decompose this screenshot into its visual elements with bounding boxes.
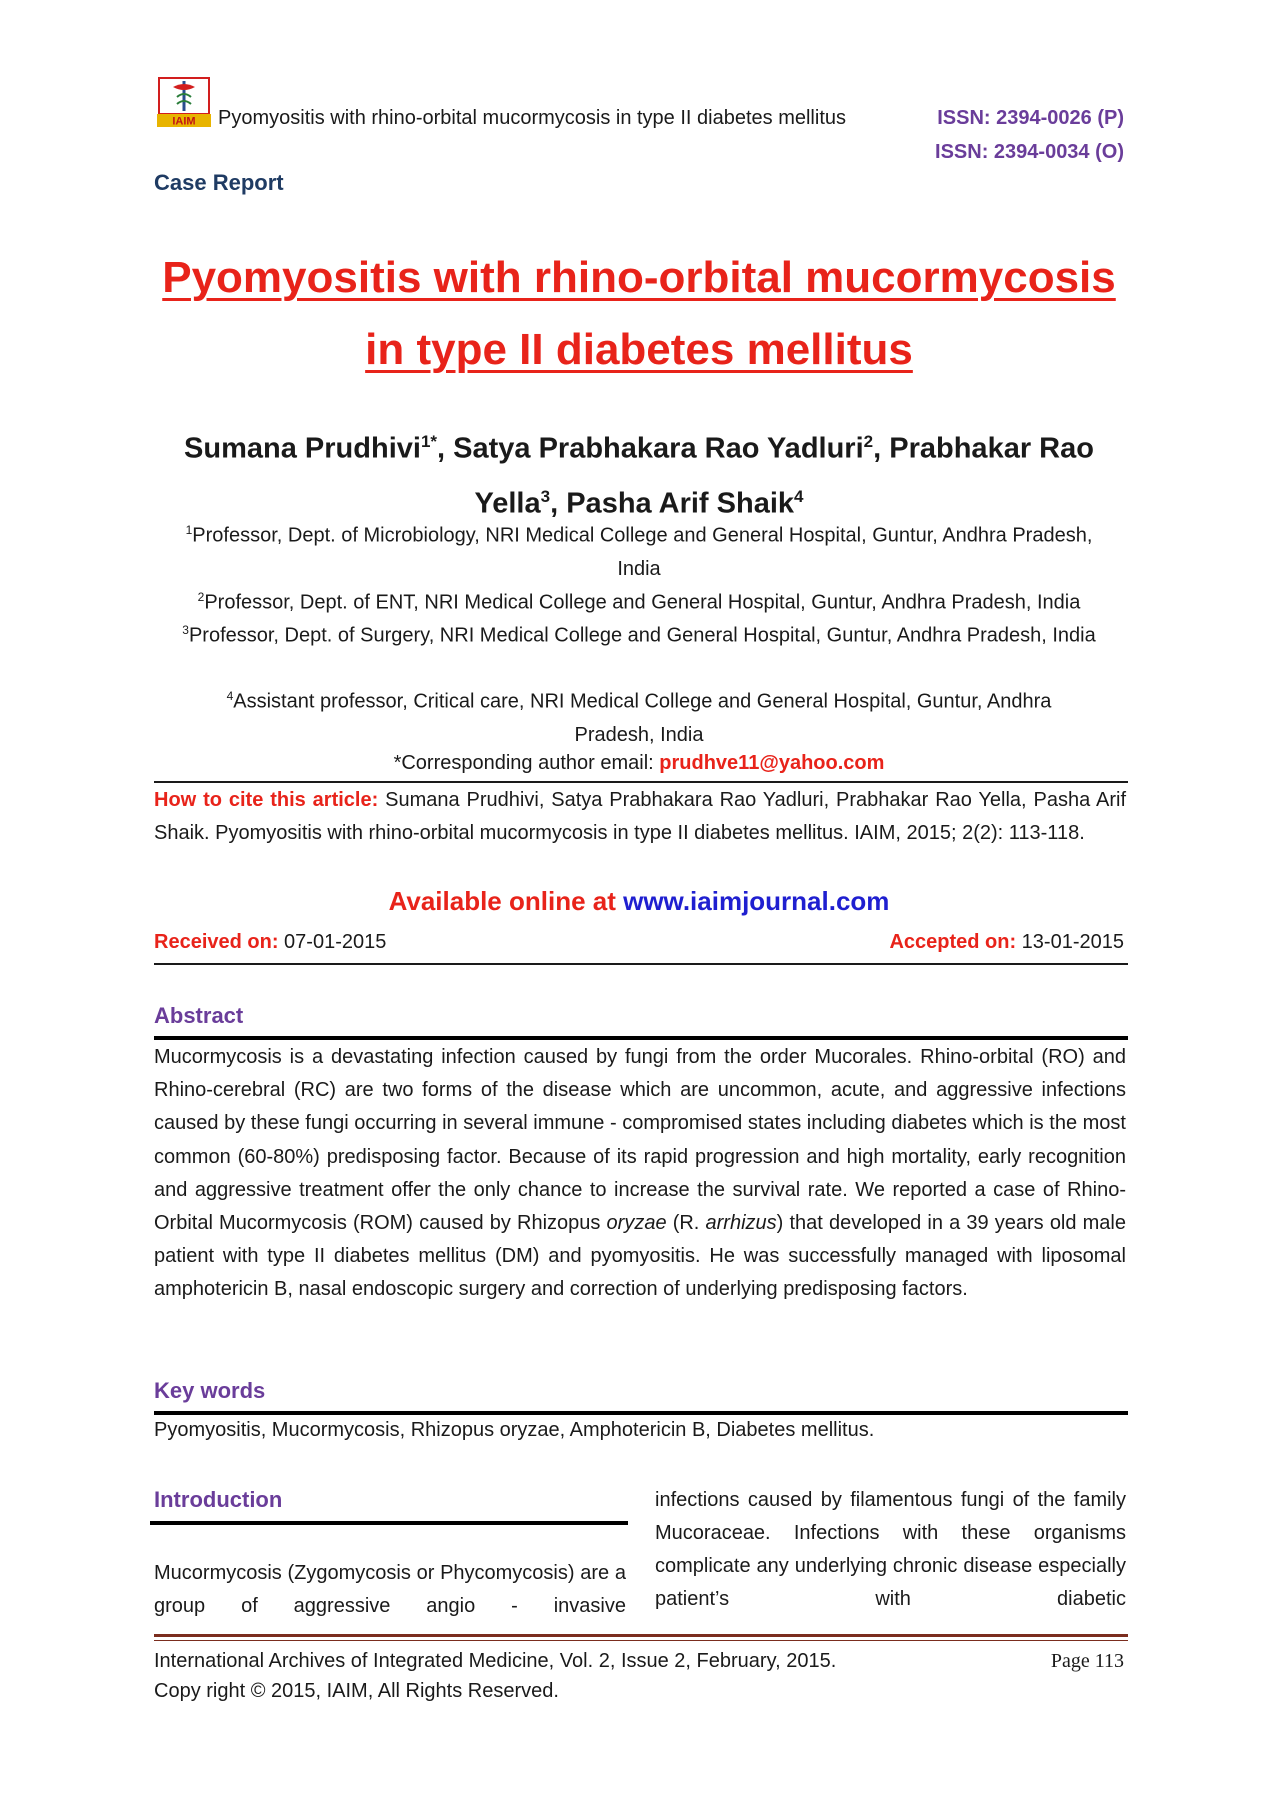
affiliation-1 xyxy=(154,514,1124,586)
title-line-2: in type II diabetes mellitus xyxy=(365,325,913,374)
footer-journal: International Archives of Integrated Medicine, Vol. 2, Issue 2, February, 2015. xyxy=(154,1650,837,1672)
affiliation-4 xyxy=(154,680,1124,752)
abstract-text xyxy=(154,1041,1126,1307)
divider xyxy=(154,963,1128,965)
author-sup: 3 xyxy=(540,486,551,506)
affiliation-sup: 3 xyxy=(182,623,189,637)
author-name: Sumana Prudhivi xyxy=(184,432,421,465)
introduction-left-column: Mucormycosis (Zygomycosis or Phycomycosis) are a group of aggressive angio - invasive xyxy=(154,1562,626,1617)
corresponding-label: *Corresponding author email: xyxy=(393,752,660,774)
accepted-value: 13-01-2015 xyxy=(1016,931,1124,953)
article-title xyxy=(154,242,1124,386)
journal-url-link[interactable]: www.iaimjournal.com xyxy=(623,886,890,916)
introduction-heading: Introduction xyxy=(154,1487,283,1512)
divider xyxy=(154,1036,1128,1040)
divider xyxy=(154,781,1128,783)
abstract-part: Mucormycosis is a devastating infection caused by fungi from the order Mucorales. Rhino-orbital (RO) and Rhino-cerebral (RC) are two forms of the disease which are uncommon, acute, and aggressive infections caused by these fungi occurring in several immune - compromised states including diabetes which is the most common (60-80%) predisposing factor. Because of its rapid progression and high mortality, early recognition and aggressive treatment offer the only chance to increase the survival rate. We reported a case of Rhino-Orbital Mucormycosis (ROM) caused by Rhizopus xyxy=(154,1046,1126,1235)
received-date xyxy=(154,931,386,954)
affiliation-text: Professor, Dept. of Microbiology, NRI Medical College and General Hospital, Guntur, Andhra Pradesh, India xyxy=(192,524,1093,580)
author-sup: 2 xyxy=(863,432,874,451)
author-sep: , xyxy=(873,432,890,465)
corresponding-email[interactable]: prudhve11@yahoo.com xyxy=(659,752,885,774)
affiliation-sup: 4 xyxy=(226,689,234,703)
affiliation-sup: 1 xyxy=(185,523,193,537)
issn-print: ISSN: 2394-0026 (P) xyxy=(937,107,1124,129)
footer-rule xyxy=(154,1640,1128,1641)
author-name: Pasha Arif Shaik xyxy=(566,487,795,520)
author-sep: , xyxy=(550,487,567,520)
abstract-italic: arrhizus xyxy=(705,1212,777,1235)
received-label: Received on: xyxy=(154,931,279,953)
footer-rule xyxy=(154,1634,1128,1637)
issn-online: ISSN: 2394-0034 (O) xyxy=(935,141,1124,163)
affiliation-sup: 2 xyxy=(197,590,205,604)
corresponding-author xyxy=(154,747,1124,780)
received-value: 07-01-2015 xyxy=(278,931,387,953)
article-type: Case Report xyxy=(154,170,284,195)
author-name: Satya Prabhakara Rao Yadluri xyxy=(453,432,864,465)
keywords-text: Pyomyositis, Mucormycosis, Rhizopus oryzae, Amphotericin B, Diabetes mellitus. xyxy=(154,1419,875,1441)
available-online xyxy=(154,886,1124,917)
keywords-heading: Key words xyxy=(154,1378,266,1403)
affiliation-text: Professor, Dept. of ENT, NRI Medical College and General Hospital, Guntur, Andhra Pradesh, India xyxy=(204,591,1081,614)
citation-label: How to cite this article: xyxy=(154,789,379,811)
introduction-right-column: infections caused by filamentous fungi of the family Mucoraceae. Infections with these organisms complicate any underlying chronic disease especially patient’s with diabetic xyxy=(655,1489,1126,1610)
accepted-label: Accepted on: xyxy=(889,931,1017,953)
affiliation-text: Professor, Dept. of Surgery, NRI Medical College and General Hospital, Guntur, Andhra Pradesh, India xyxy=(188,624,1096,647)
citation-text: Sumana Prudhivi, Satya Prabhakara Rao Yadluri, Prabhakar Rao Yella, Pasha Arif Shaik. Pyomyositis with rhino-orbital mucormycosis in type II diabetes mellitus. IAIM, 2015; 2(2): 113-118. xyxy=(154,789,1126,844)
abstract-italic: oryzae xyxy=(606,1212,667,1235)
logo-text: IAIM xyxy=(172,115,196,127)
title-line-1: Pyomyositis with rhino-orbital mucormycosis xyxy=(162,253,1116,302)
author-list xyxy=(154,418,1124,527)
author-sup: 4 xyxy=(794,486,804,506)
abstract-part: ) that developed in a 39 years old male patient with type II diabetes mellitus (DM) and pyomyositis. He was successfully managed with liposomal amphotericin B, nasal endoscopic surgery and correction of underlying predisposing factors. xyxy=(154,1212,1126,1301)
citation xyxy=(154,784,1126,850)
running-title: Pyomyositis with rhino-orbital mucormycosis in type II diabetes mellitus xyxy=(218,107,846,129)
author-sup: 1* xyxy=(420,432,438,451)
available-label: Available online at xyxy=(388,886,624,916)
abstract-heading: Abstract xyxy=(154,1003,244,1028)
divider xyxy=(154,1411,1128,1415)
page-number: Page 113 xyxy=(1050,1650,1124,1672)
divider xyxy=(150,1521,628,1525)
accepted-date xyxy=(889,931,1124,954)
author-sep: , xyxy=(437,432,454,465)
author-name: Prabhakar Rao Yella xyxy=(474,432,1094,520)
footer-copyright: Copy right © 2015, IAIM, All Rights Reserved. xyxy=(154,1680,559,1702)
journal-logo xyxy=(157,77,211,127)
affiliation-text: Assistant professor, Critical care, NRI Medical College and General Hospital, Guntur, Andhra Pradesh, India xyxy=(233,690,1052,746)
affiliation-3 xyxy=(154,614,1124,653)
abstract-part: (R. xyxy=(666,1212,706,1235)
